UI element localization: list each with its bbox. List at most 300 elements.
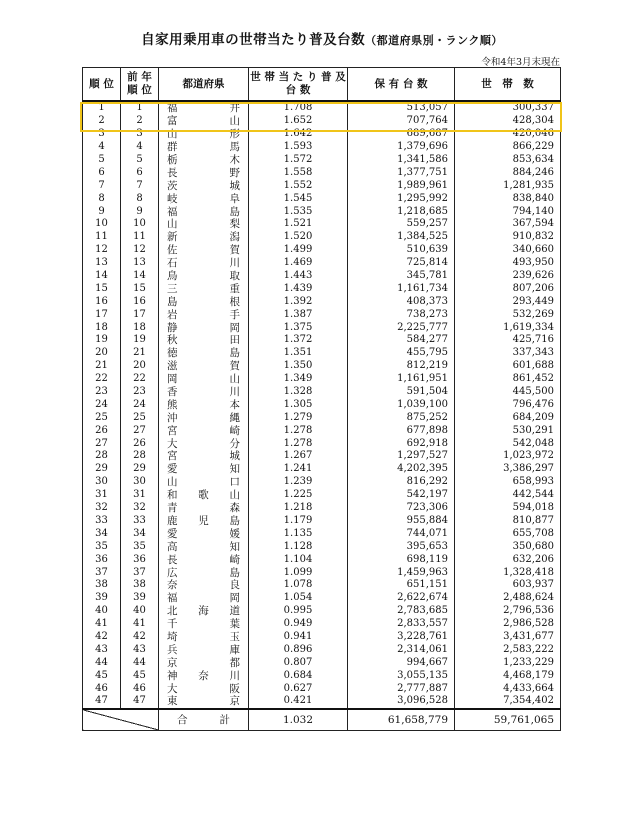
prefecture-cell: 広島 [159, 566, 249, 579]
table-row [83, 502, 561, 515]
rate-cell: 1.443 [249, 270, 348, 283]
vehicles-cell: 1,341,586 [348, 154, 455, 167]
prefecture-cell: 秋田 [159, 334, 249, 347]
households-cell: 239,626 [455, 270, 561, 283]
prev-rank-cell: 38 [121, 579, 159, 592]
rate-cell: 1.558 [249, 166, 348, 179]
households-cell: 1,281,935 [455, 179, 561, 192]
vehicles-cell: 1,295,992 [348, 192, 455, 205]
vehicles-cell: 875,252 [348, 411, 455, 424]
rate-cell: 1.239 [249, 476, 348, 489]
rate-cell: 1.499 [249, 244, 348, 257]
households-cell: 542,048 [455, 437, 561, 450]
prefecture-cell: 京都 [159, 656, 249, 669]
households-cell: 4,433,664 [455, 682, 561, 695]
vehicles-cell: 3,055,135 [348, 669, 455, 682]
prev-rank-cell: 18 [121, 321, 159, 334]
rank-cell: 21 [83, 360, 121, 373]
header-prefecture: 都道府県 [159, 68, 249, 102]
households-cell: 1,233,229 [455, 656, 561, 669]
households-cell: 603,937 [455, 579, 561, 592]
table-row [83, 282, 561, 295]
table-row [83, 618, 561, 631]
households-cell: 3,431,677 [455, 631, 561, 644]
rate-cell: 1.135 [249, 527, 348, 540]
rank-cell: 20 [83, 347, 121, 360]
rate-cell: 1.078 [249, 579, 348, 592]
rank-cell: 23 [83, 386, 121, 399]
prev-rank-cell: 23 [121, 386, 159, 399]
prev-rank-cell: 43 [121, 643, 159, 656]
vehicles-cell: 559,257 [348, 218, 455, 231]
table-row [83, 231, 561, 244]
households-cell: 493,950 [455, 257, 561, 270]
prefecture-cell: 兵庫 [159, 643, 249, 656]
households-cell: 807,206 [455, 282, 561, 295]
table-row [83, 592, 561, 605]
vehicles-cell: 3,228,761 [348, 631, 455, 644]
rank-cell: 42 [83, 631, 121, 644]
households-cell: 442,544 [455, 489, 561, 502]
prev-rank-cell: 25 [121, 411, 159, 424]
rate-cell: 1.372 [249, 334, 348, 347]
rank-cell: 22 [83, 373, 121, 386]
title-subtitle: （都道府県別・ランク順） [365, 34, 503, 47]
rate-cell: 1.375 [249, 321, 348, 334]
total-rate: 1.032 [249, 709, 348, 731]
total-vehicles: 61,658,779 [348, 709, 455, 731]
prefecture-cell: 青森 [159, 502, 249, 515]
prev-rank-cell: 19 [121, 334, 159, 347]
vehicles-cell: 1,989,961 [348, 179, 455, 192]
prev-rank-cell: 15 [121, 282, 159, 295]
rank-cell: 44 [83, 656, 121, 669]
rate-cell: 1.099 [249, 566, 348, 579]
households-cell: 853,634 [455, 154, 561, 167]
prev-rank-cell: 6 [121, 166, 159, 179]
rate-cell: 0.807 [249, 656, 348, 669]
prev-rank-cell: 10 [121, 218, 159, 231]
vehicles-cell: 707,764 [348, 115, 455, 128]
rank-cell: 3 [83, 128, 121, 141]
vehicles-cell: 2,225,777 [348, 321, 455, 334]
table-row [83, 398, 561, 411]
prev-rank-cell: 12 [121, 244, 159, 257]
rank-cell: 10 [83, 218, 121, 231]
households-cell: 1,328,418 [455, 566, 561, 579]
prev-rank-cell: 16 [121, 295, 159, 308]
rate-cell: 1.392 [249, 295, 348, 308]
vehicles-cell: 723,306 [348, 502, 455, 515]
prev-rank-cell: 8 [121, 192, 159, 205]
households-cell: 594,018 [455, 502, 561, 515]
vehicles-cell: 689,687 [348, 128, 455, 141]
table-row [83, 463, 561, 476]
table-row [83, 295, 561, 308]
rank-cell: 17 [83, 308, 121, 321]
prev-rank-cell: 2 [121, 115, 159, 128]
prefecture-cell: 鹿児島 [159, 515, 249, 528]
header-prev-rank-text: 前 年 順 位 [127, 71, 152, 96]
prev-rank-cell: 39 [121, 592, 159, 605]
vehicles-cell: 591,504 [348, 386, 455, 399]
rate-cell: 1.652 [249, 115, 348, 128]
table-row [83, 631, 561, 644]
rate-cell: 0.896 [249, 643, 348, 656]
rank-cell: 46 [83, 682, 121, 695]
rank-cell: 41 [83, 618, 121, 631]
table-row [83, 669, 561, 682]
households-cell: 420,046 [455, 128, 561, 141]
rate-cell: 0.995 [249, 605, 348, 618]
prev-rank-cell: 46 [121, 682, 159, 695]
vehicles-cell: 955,884 [348, 515, 455, 528]
rank-cell: 2 [83, 115, 121, 128]
households-cell: 532,269 [455, 308, 561, 321]
rank-cell: 32 [83, 502, 121, 515]
households-cell: 2,796,536 [455, 605, 561, 618]
rate-cell: 1.439 [249, 282, 348, 295]
rank-cell: 40 [83, 605, 121, 618]
rate-cell: 1.278 [249, 437, 348, 450]
prefecture-cell: 香川 [159, 386, 249, 399]
households-cell: 428,304 [455, 115, 561, 128]
prefecture-cell: 新潟 [159, 231, 249, 244]
rank-cell: 38 [83, 579, 121, 592]
header-households: 世 帯 数 [455, 68, 561, 102]
vehicles-cell: 692,918 [348, 437, 455, 450]
rank-cell: 11 [83, 231, 121, 244]
rate-cell: 1.179 [249, 515, 348, 528]
prev-rank-cell: 41 [121, 618, 159, 631]
households-cell: 601,688 [455, 360, 561, 373]
prev-rank-cell: 17 [121, 308, 159, 321]
households-cell: 530,291 [455, 424, 561, 437]
header-rank: 順 位 [83, 68, 121, 102]
rate-cell: 1.305 [249, 398, 348, 411]
table-row [83, 695, 561, 709]
table-row [83, 205, 561, 218]
vehicles-cell: 2,833,557 [348, 618, 455, 631]
prev-rank-cell: 28 [121, 450, 159, 463]
prev-rank-cell: 26 [121, 437, 159, 450]
vehicles-cell: 408,373 [348, 295, 455, 308]
households-cell: 655,708 [455, 527, 561, 540]
prefecture-cell: 大分 [159, 437, 249, 450]
prev-rank-cell: 31 [121, 489, 159, 502]
vehicles-cell: 816,292 [348, 476, 455, 489]
rank-cell: 39 [83, 592, 121, 605]
households-cell: 866,229 [455, 141, 561, 154]
rate-cell: 1.279 [249, 411, 348, 424]
rate-cell: 1.535 [249, 205, 348, 218]
households-cell: 445,500 [455, 386, 561, 399]
vehicles-cell: 2,777,887 [348, 682, 455, 695]
prev-rank-cell: 44 [121, 656, 159, 669]
table-row [83, 553, 561, 566]
prefecture-cell: 熊本 [159, 398, 249, 411]
prefecture-cell: 岐阜 [159, 192, 249, 205]
vehicles-cell: 3,096,528 [348, 695, 455, 709]
prev-rank-cell: 13 [121, 257, 159, 270]
prev-rank-cell: 42 [121, 631, 159, 644]
table-row [83, 347, 561, 360]
rank-cell: 28 [83, 450, 121, 463]
vehicles-cell: 542,197 [348, 489, 455, 502]
rank-cell: 15 [83, 282, 121, 295]
rate-cell: 0.949 [249, 618, 348, 631]
rate-cell: 1.350 [249, 360, 348, 373]
prev-rank-cell: 11 [121, 231, 159, 244]
table-row [83, 489, 561, 502]
rank-cell: 36 [83, 553, 121, 566]
households-cell: 337,343 [455, 347, 561, 360]
table-row [83, 656, 561, 669]
table-row [83, 115, 561, 128]
table-row [83, 179, 561, 192]
prefecture-cell: 富山 [159, 115, 249, 128]
prefecture-cell: 岩手 [159, 308, 249, 321]
prefecture-cell: 石川 [159, 257, 249, 270]
prefecture-cell: 島根 [159, 295, 249, 308]
rate-cell: 1.054 [249, 592, 348, 605]
rank-cell: 33 [83, 515, 121, 528]
prefecture-cell: 山梨 [159, 218, 249, 231]
header-vehicles: 保 有 台 数 [348, 68, 455, 102]
as-of-date: 令和4年3月末現在 [481, 57, 560, 68]
households-cell: 425,716 [455, 334, 561, 347]
prefecture-cell: 和歌山 [159, 489, 249, 502]
households-cell: 810,877 [455, 515, 561, 528]
table-row [83, 334, 561, 347]
table-row [83, 476, 561, 489]
prefecture-cell: 群馬 [159, 141, 249, 154]
table-row [83, 450, 561, 463]
prefecture-cell: 東京 [159, 695, 249, 709]
header-per-household-text: 世 帯 当 た り 普 及 台 数 [250, 71, 346, 96]
households-cell: 684,209 [455, 411, 561, 424]
table-row [83, 386, 561, 399]
prefecture-cell: 北海道 [159, 605, 249, 618]
rate-cell: 1.387 [249, 308, 348, 321]
table-row [83, 192, 561, 205]
prefecture-cell: 福井 [159, 101, 249, 115]
rate-cell: 1.267 [249, 450, 348, 463]
rank-cell: 19 [83, 334, 121, 347]
vehicles-cell: 994,667 [348, 656, 455, 669]
title-main: 自家用乗用車の世帯当たり普及台数 [141, 32, 366, 48]
rank-cell: 16 [83, 295, 121, 308]
rate-cell: 0.941 [249, 631, 348, 644]
vehicles-cell: 1,218,685 [348, 205, 455, 218]
rank-cell: 8 [83, 192, 121, 205]
rate-cell: 1.593 [249, 141, 348, 154]
prev-rank-cell: 47 [121, 695, 159, 709]
table-header-row [83, 68, 561, 102]
header-prev-rank [121, 68, 159, 102]
vehicles-cell: 2,783,685 [348, 605, 455, 618]
prefecture-cell: 愛知 [159, 463, 249, 476]
rate-cell: 1.642 [249, 128, 348, 141]
table-row [83, 257, 561, 270]
rank-cell: 30 [83, 476, 121, 489]
prefecture-cell: 沖縄 [159, 411, 249, 424]
prefecture-cell: 千葉 [159, 618, 249, 631]
prev-rank-cell: 20 [121, 360, 159, 373]
vehicles-cell: 1,297,527 [348, 450, 455, 463]
total-row [83, 709, 561, 731]
rate-cell: 1.225 [249, 489, 348, 502]
rank-cell: 31 [83, 489, 121, 502]
rank-cell: 37 [83, 566, 121, 579]
table-row [83, 540, 561, 553]
rate-cell: 1.349 [249, 373, 348, 386]
table-row [83, 437, 561, 450]
vehicles-cell: 345,781 [348, 270, 455, 283]
prefecture-cell: 宮崎 [159, 424, 249, 437]
prev-rank-cell: 32 [121, 502, 159, 515]
vehicles-cell: 651,151 [348, 579, 455, 592]
vehicles-cell: 1,459,963 [348, 566, 455, 579]
prev-rank-cell: 27 [121, 424, 159, 437]
households-cell: 794,140 [455, 205, 561, 218]
households-cell: 1,023,972 [455, 450, 561, 463]
households-cell: 2,986,528 [455, 618, 561, 631]
rank-cell: 1 [83, 101, 121, 115]
prev-rank-cell: 33 [121, 515, 159, 528]
households-cell: 7,354,402 [455, 695, 561, 709]
rate-cell: 1.278 [249, 424, 348, 437]
prefecture-cell: 鳥取 [159, 270, 249, 283]
rate-cell: 1.572 [249, 154, 348, 167]
table-row [83, 308, 561, 321]
prefecture-cell: 山形 [159, 128, 249, 141]
households-cell: 910,832 [455, 231, 561, 244]
households-cell: 4,468,179 [455, 669, 561, 682]
rank-cell: 5 [83, 154, 121, 167]
households-cell: 3,386,297 [455, 463, 561, 476]
table-row [83, 605, 561, 618]
table-row [83, 218, 561, 231]
prefecture-cell: 愛媛 [159, 527, 249, 540]
prefecture-cell: 栃木 [159, 154, 249, 167]
table-row [83, 128, 561, 141]
vehicles-cell: 1,161,951 [348, 373, 455, 386]
households-cell: 2,583,222 [455, 643, 561, 656]
rate-cell: 1.708 [249, 101, 348, 115]
table-row [83, 515, 561, 528]
rank-cell: 25 [83, 411, 121, 424]
rank-cell: 29 [83, 463, 121, 476]
vehicles-cell: 395,653 [348, 540, 455, 553]
table-row [83, 154, 561, 167]
prev-rank-cell: 1 [121, 101, 159, 115]
header-per-household [249, 68, 348, 102]
vehicles-cell: 677,898 [348, 424, 455, 437]
rank-cell: 13 [83, 257, 121, 270]
document-title [0, 28, 644, 48]
households-cell: 367,594 [455, 218, 561, 231]
table-row [83, 424, 561, 437]
vehicles-cell: 812,219 [348, 360, 455, 373]
total-diagonal-cell [83, 709, 159, 731]
prefecture-cell: 長野 [159, 166, 249, 179]
table-row [83, 579, 561, 592]
rate-cell: 1.545 [249, 192, 348, 205]
prev-rank-cell: 3 [121, 128, 159, 141]
households-cell: 293,449 [455, 295, 561, 308]
rank-cell: 43 [83, 643, 121, 656]
prefecture-cell: 高知 [159, 540, 249, 553]
vehicles-cell: 1,039,100 [348, 398, 455, 411]
vehicles-cell: 1,379,696 [348, 141, 455, 154]
vehicles-cell: 698,119 [348, 553, 455, 566]
rank-cell: 18 [83, 321, 121, 334]
households-cell: 350,680 [455, 540, 561, 553]
prefecture-cell: 三重 [159, 282, 249, 295]
table-row [83, 643, 561, 656]
rate-cell: 1.552 [249, 179, 348, 192]
prev-rank-cell: 14 [121, 270, 159, 283]
rank-cell: 47 [83, 695, 121, 709]
prev-rank-cell: 7 [121, 179, 159, 192]
prev-rank-cell: 35 [121, 540, 159, 553]
prev-rank-cell: 36 [121, 553, 159, 566]
vehicles-cell: 1,161,734 [348, 282, 455, 295]
rank-cell: 7 [83, 179, 121, 192]
prev-rank-cell: 37 [121, 566, 159, 579]
rank-cell: 12 [83, 244, 121, 257]
prefecture-cell: 長崎 [159, 553, 249, 566]
vehicles-cell: 455,795 [348, 347, 455, 360]
table-row [83, 373, 561, 386]
rank-cell: 14 [83, 270, 121, 283]
rate-cell: 1.218 [249, 502, 348, 515]
rank-cell: 9 [83, 205, 121, 218]
rate-cell: 0.421 [249, 695, 348, 709]
households-cell: 632,206 [455, 553, 561, 566]
prefecture-cell: 山口 [159, 476, 249, 489]
prev-rank-cell: 22 [121, 373, 159, 386]
rate-cell: 1.328 [249, 386, 348, 399]
prev-rank-cell: 9 [121, 205, 159, 218]
prefecture-cell: 福岡 [159, 592, 249, 605]
prefecture-cell: 大阪 [159, 682, 249, 695]
households-cell: 340,660 [455, 244, 561, 257]
prefecture-cell: 茨城 [159, 179, 249, 192]
rank-cell: 27 [83, 437, 121, 450]
prefecture-cell: 滋賀 [159, 360, 249, 373]
vehicles-cell: 725,814 [348, 257, 455, 270]
table-row [83, 270, 561, 283]
rate-cell: 0.627 [249, 682, 348, 695]
vehicles-cell: 2,314,061 [348, 643, 455, 656]
rank-cell: 6 [83, 166, 121, 179]
table-row [83, 141, 561, 154]
ranking-table [82, 67, 561, 731]
table-row [83, 566, 561, 579]
table-row [83, 101, 561, 115]
prev-rank-cell: 30 [121, 476, 159, 489]
vehicles-cell: 738,273 [348, 308, 455, 321]
households-cell: 838,840 [455, 192, 561, 205]
prefecture-cell: 神奈川 [159, 669, 249, 682]
households-cell: 1,619,334 [455, 321, 561, 334]
vehicles-cell: 510,639 [348, 244, 455, 257]
rate-cell: 1.521 [249, 218, 348, 231]
rate-cell: 1.104 [249, 553, 348, 566]
prefecture-cell: 奈良 [159, 579, 249, 592]
